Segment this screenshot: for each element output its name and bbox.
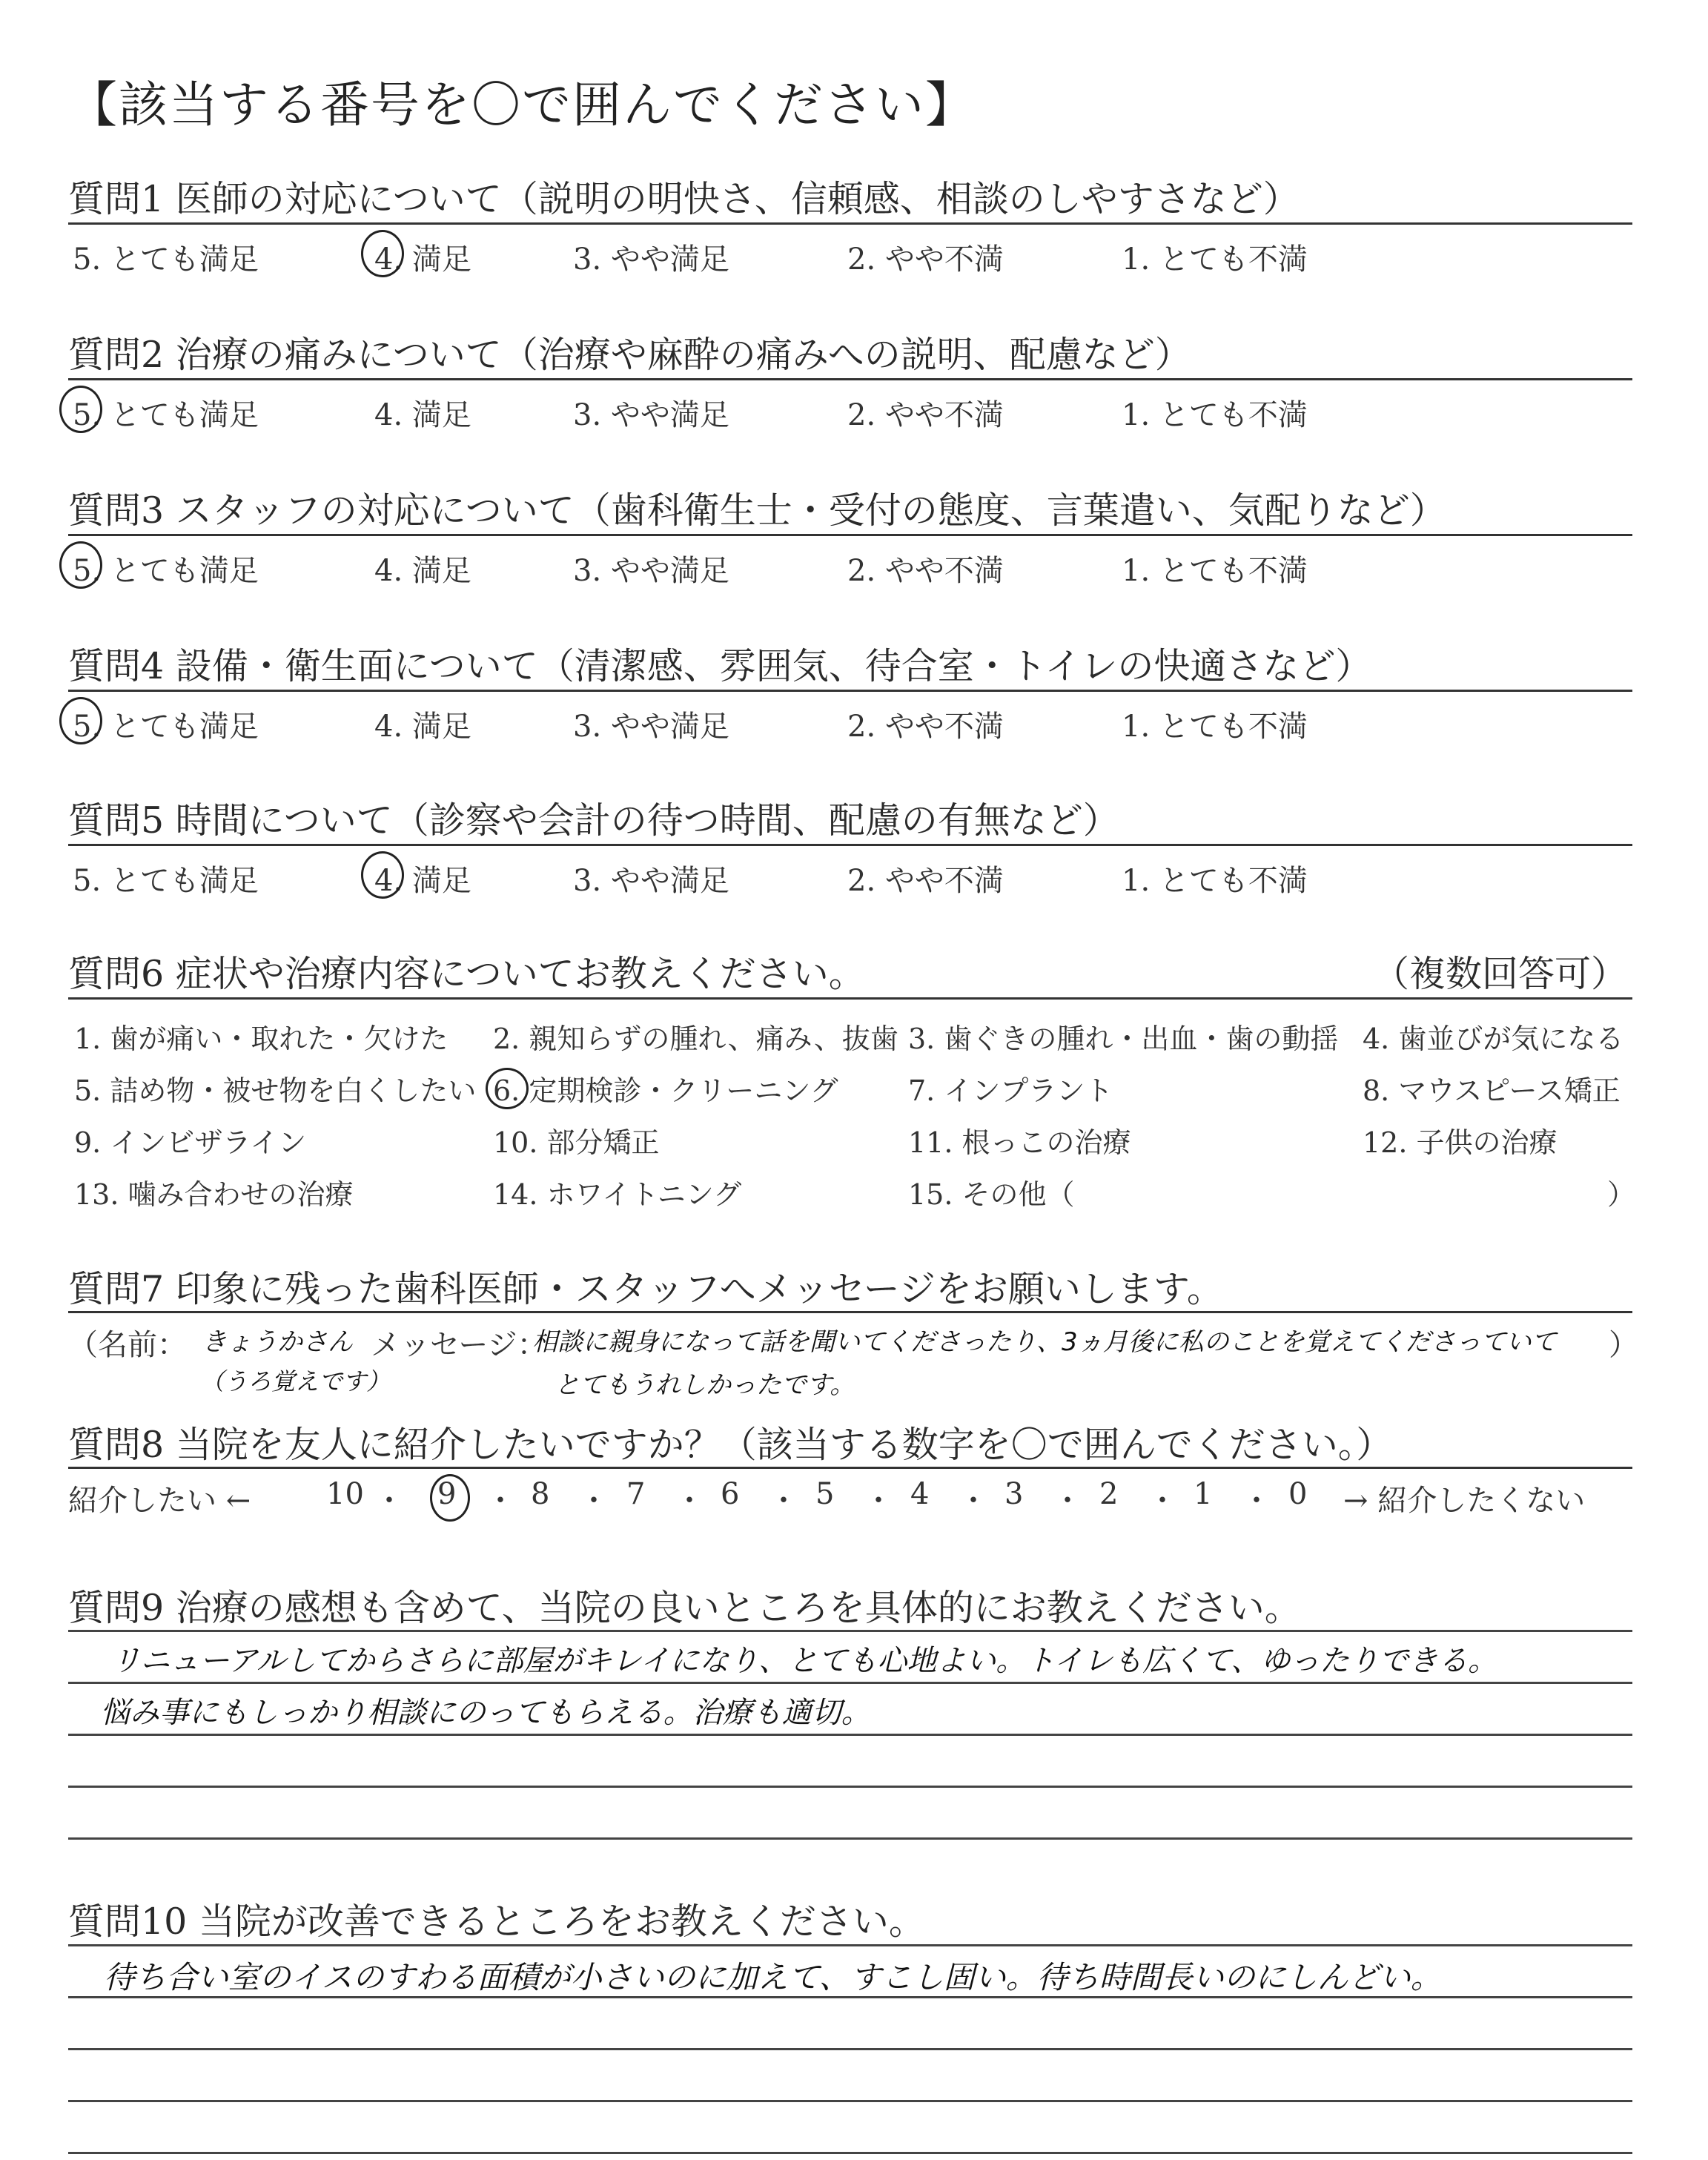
q6-option-14[interactable]: 14. ホワイトニング	[493, 1178, 742, 1211]
q7-title: 質問7 印象に残った歯科医師・スタッフへメッセージをお願いします。	[68, 1268, 1223, 1310]
q5-title: 質問5 時間について（診察や会計の待つ時間、配慮の有無など）	[68, 799, 1119, 842]
q6-option-8[interactable]: 8. マウスピース矯正	[1363, 1074, 1621, 1107]
q8-scale-6[interactable]: 6	[721, 1477, 740, 1511]
q1-option-3[interactable]: 3. やや満足	[573, 242, 729, 277]
q8-selection-circle	[430, 1474, 470, 1522]
q9-line-3	[68, 1786, 1632, 1788]
q3-option-2[interactable]: 2. やや不満	[847, 554, 1004, 588]
q3-title: 質問3 スタッフの対応について（歯科衛生士・受付の態度、言葉遣い、気配りなど）	[68, 489, 1446, 532]
q3-option-3[interactable]: 3. やや満足	[573, 554, 729, 588]
q8-scale-3[interactable]: 3	[1004, 1477, 1024, 1511]
q8-separator: ・	[1053, 1484, 1082, 1518]
q9-answer-line2: 悩み事にもしっかり相談にのってもらえる。治療も適切。	[100, 1696, 871, 1730]
q6-option-3[interactable]: 3. 歯ぐきの腫れ・出血・歯の動揺	[908, 1023, 1339, 1055]
q1-option-4[interactable]: 4. 満足	[374, 242, 471, 277]
q8-title: 質問8 当院を友人に紹介したいですか？（該当する数字を〇で囲んでください。）	[68, 1424, 1393, 1466]
q2-selection-circle	[59, 386, 102, 433]
q8-scale-1[interactable]: 1	[1194, 1477, 1213, 1511]
q8-scale-5[interactable]: 5	[815, 1477, 835, 1511]
q8-scale-7[interactable]: 7	[626, 1477, 646, 1511]
q8-separator: ・	[1242, 1484, 1271, 1518]
q4-rule	[68, 690, 1632, 692]
q5-option-3[interactable]: 3. やや満足	[573, 864, 729, 898]
q9-line-4	[68, 1837, 1632, 1840]
q6-selection-circle	[486, 1068, 529, 1109]
q6-option-2[interactable]: 2. 親知らずの腫れ、痛み、抜歯	[493, 1023, 898, 1055]
q5-option-1[interactable]: 1. とても不満	[1122, 864, 1308, 898]
q4-option-5[interactable]: 5. とても満足	[73, 710, 259, 744]
q7-rule	[68, 1311, 1632, 1313]
q4-option-1[interactable]: 1. とても不満	[1122, 710, 1308, 744]
q8-separator: ・	[864, 1484, 893, 1518]
q8-scale-0[interactable]: 0	[1288, 1477, 1308, 1511]
q6-option-4[interactable]: 4. 歯並びが気になる	[1363, 1023, 1624, 1055]
q8-separator: ・	[579, 1484, 609, 1518]
q4-option-4[interactable]: 4. 満足	[374, 710, 471, 744]
q6-option-7[interactable]: 7. インプラント	[908, 1074, 1113, 1107]
q2-option-1[interactable]: 1. とても不満	[1122, 398, 1308, 432]
q6-other-close[interactable]: ）	[1607, 1178, 1636, 1211]
q10-line-4	[68, 2152, 1632, 2154]
q8-right-label: → 紹介したくない	[1343, 1484, 1586, 1518]
q6-option-12[interactable]: 12. 子供の治療	[1363, 1126, 1558, 1159]
q6-option-10[interactable]: 10. 部分矯正	[493, 1126, 660, 1159]
q3-option-1[interactable]: 1. とても不満	[1122, 554, 1308, 588]
q3-option-5[interactable]: 5. とても満足	[73, 554, 259, 588]
q8-separator: ・	[374, 1484, 404, 1518]
q4-option-3[interactable]: 3. やや満足	[573, 710, 729, 744]
q10-line-2	[68, 2048, 1632, 2050]
q8-scale-9[interactable]: 9	[437, 1477, 457, 1511]
q1-option-5[interactable]: 5. とても満足	[73, 242, 259, 277]
q1-title: 質問1 医師の対応について（説明の明快さ、信頼感、相談のしやすさなど）	[68, 178, 1300, 220]
q7-message-line1: 相談に親身になって話を聞いてくださったり、3ヵ月後に私のことを覚えてくださっていて	[532, 1327, 1557, 1357]
q4-selection-circle	[59, 697, 102, 744]
q6-option-1[interactable]: 1. 歯が痛い・取れた・欠けた	[74, 1023, 448, 1055]
q6-option-15[interactable]: 15. その他（	[908, 1178, 1075, 1211]
q3-option-4[interactable]: 4. 満足	[374, 554, 471, 588]
q9-line-1	[68, 1682, 1632, 1684]
q10-line-1	[68, 1996, 1632, 1998]
q2-option-4[interactable]: 4. 満足	[374, 398, 471, 432]
q10-line-3	[68, 2100, 1632, 2102]
q10-title: 質問10 当院が改善できるところをお教えください。	[68, 1900, 925, 1943]
q5-option-2[interactable]: 2. やや不満	[847, 864, 1004, 898]
form-header: 【該当する番号を〇で囲んでください】	[68, 76, 976, 133]
q7-close-paren: ）	[1609, 1328, 1638, 1362]
q1-option-1[interactable]: 1. とても不満	[1122, 242, 1308, 277]
q6-option-13[interactable]: 13. 噛み合わせの治療	[74, 1178, 354, 1211]
q6-option-6[interactable]: 6. 定期検診・クリーニング	[493, 1074, 838, 1107]
q10-rule	[68, 1944, 1632, 1946]
q4-option-2[interactable]: 2. やや不満	[847, 710, 1004, 744]
q9-rule	[68, 1630, 1632, 1632]
q9-answer-line1: リニューアルしてからさらに部屋がキレイになり、とても心地よい。トイレも広くて、ゆったりできる。	[111, 1644, 1497, 1678]
q5-rule	[68, 844, 1632, 846]
q8-scale-8[interactable]: 8	[531, 1477, 550, 1511]
q7-name-note: （うろ覚えです）	[200, 1367, 391, 1396]
q6-option-5[interactable]: 5. 詰め物・被せ物を白くしたい	[74, 1074, 477, 1107]
q1-option-2[interactable]: 2. やや不満	[847, 242, 1004, 277]
q3-selection-circle	[59, 541, 102, 589]
q7-message-label: メッセージ：	[371, 1328, 547, 1362]
q6-option-9[interactable]: 9. インビザライン	[74, 1126, 307, 1159]
q8-separator: ・	[1148, 1484, 1177, 1518]
q8-separator: ・	[675, 1484, 704, 1518]
q2-option-5[interactable]: 5. とても満足	[73, 398, 259, 432]
q8-separator: ・	[486, 1484, 515, 1518]
q8-left-label: 紹介したい ←	[68, 1484, 251, 1518]
q5-option-4[interactable]: 4. 満足	[374, 864, 471, 898]
q7-name-value: きょうかさん	[202, 1327, 353, 1357]
q8-separator: ・	[959, 1484, 988, 1518]
q2-rule	[68, 378, 1632, 380]
q8-rule	[68, 1467, 1632, 1469]
q10-answer-line1: 待ち合い室のイスのすわる面積が小さいのに加えて、すこし固い。待ち時間長いのにしんどい。	[104, 1959, 1442, 1995]
q8-scale-2[interactable]: 2	[1099, 1477, 1119, 1511]
q3-rule	[68, 534, 1632, 536]
q7-message-line2: とてもうれしかったです。	[555, 1370, 855, 1400]
q4-title: 質問4 設備・衛生面について（清潔感、雰囲気、待合室・トイレの快適さなど）	[68, 645, 1372, 687]
q2-title: 質問2 治療の痛みについて（治療や麻酔の痛みへの説明、配慮など）	[68, 334, 1191, 376]
q7-name-label: （名前：	[68, 1328, 187, 1362]
q2-option-2[interactable]: 2. やや不満	[847, 398, 1004, 432]
q8-separator: ・	[769, 1484, 798, 1518]
q1-rule	[68, 222, 1632, 225]
q9-line-2	[68, 1734, 1632, 1736]
q5-option-5[interactable]: 5. とても満足	[73, 864, 259, 898]
q5-selection-circle	[361, 851, 404, 899]
q6-option-11[interactable]: 11. 根っこの治療	[908, 1126, 1131, 1159]
q8-scale-4[interactable]: 4	[910, 1477, 930, 1511]
q6-title: 質問6 症状や治療内容についてお教えください。	[68, 953, 865, 995]
q6-note: （複数回答可）	[1373, 953, 1628, 995]
q2-option-3[interactable]: 3. やや満足	[573, 398, 729, 432]
q9-title: 質問9 治療の感想も含めて、当院の良いところを具体的にお教えください。	[68, 1587, 1301, 1629]
q1-selection-circle	[361, 230, 404, 277]
q6-rule	[68, 997, 1632, 1000]
q8-scale-10[interactable]: 10	[326, 1477, 364, 1511]
